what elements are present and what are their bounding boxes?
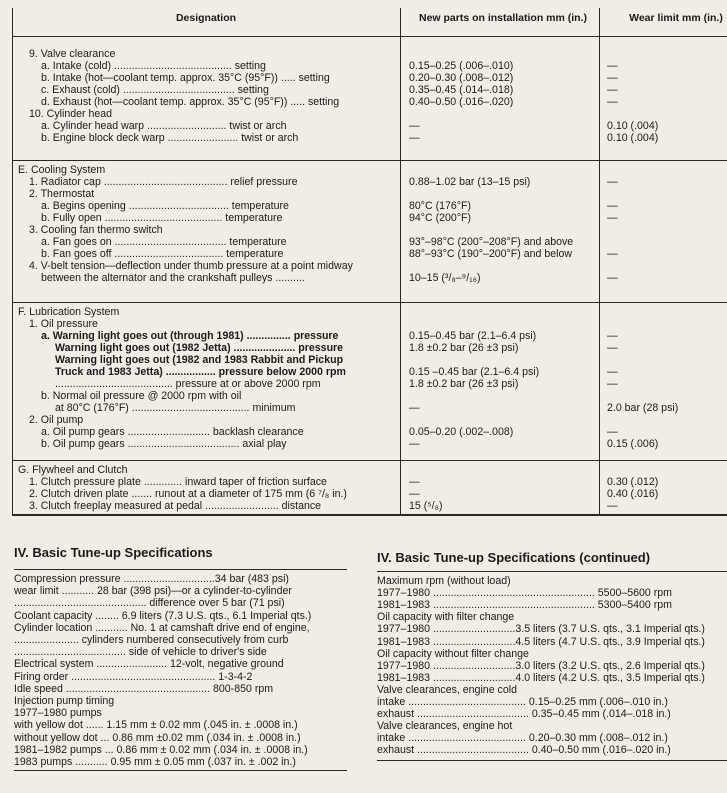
- row-wear-limit-value: —: [607, 272, 618, 284]
- spec-line: 1977–1980 pumps: [14, 707, 102, 720]
- row-new-parts-value: 0.15–0.25 (.006–.010): [409, 60, 514, 72]
- spec-line: 1977–1980 ....................................................... 5500–5600 rpm: [377, 587, 673, 600]
- row-new-parts-value: 0.15–0.45 bar (2.1–6.4 psi): [409, 330, 537, 342]
- row-wear-limit-value: —: [607, 60, 618, 72]
- row-designation: 1. Radiator cap .......................................... relief pressure: [29, 176, 298, 188]
- row-designation: 10. Cylinder head: [29, 108, 113, 120]
- spec-line: Electrical system ........................ 12-volt, negative ground: [14, 658, 284, 671]
- row-wear-limit-value: —: [607, 342, 618, 354]
- spec-line: with yellow dot ...... 1.15 mm ± 0.02 mm (.045 in. ± .0008 in.): [14, 719, 298, 732]
- table-row: [13, 96, 727, 108]
- table-row: [13, 224, 727, 236]
- table-row: [13, 272, 727, 284]
- row-designation: a. Begins opening .................................. temperature: [41, 200, 289, 212]
- row-new-parts-value: 1.8 ±0.2 bar (26 ±3 psi): [409, 342, 519, 354]
- table-row: [13, 306, 727, 318]
- row-designation: b. Fully open ........................................ temperature: [41, 212, 283, 224]
- spec-line: ...................................... side of vehicle to driver's side: [14, 646, 267, 659]
- row-new-parts-value: 10–15 (³/₈–⁹/₁₆): [409, 272, 481, 284]
- spec-line: Injection pump timing: [14, 695, 115, 707]
- row-wear-limit-value: 0.10 (.004): [607, 132, 659, 144]
- row-new-parts-value: 88°–93°C (190°–200°F) and below: [409, 248, 573, 260]
- header-wear-limit: Wear limit mm (in.): [629, 12, 723, 24]
- spec-line: Valve clearances, engine cold: [377, 683, 517, 696]
- row-new-parts-value: —: [409, 488, 420, 500]
- table-row: [13, 464, 727, 476]
- table-row: [13, 476, 727, 488]
- spec-line: Coolant capacity ........ 6.9 liters (7.3 U.S. qts., 6.1 Imperial qts.): [14, 609, 312, 622]
- row-wear-limit-value: —: [607, 96, 618, 108]
- spec-line: Cylinder location ........... No. 1 at camshaft drive end of engine,: [14, 621, 310, 634]
- table-row: [13, 212, 727, 224]
- spec-line: exhaust ...................................... 0.35–0.45 mm (.014–.018 in.): [377, 708, 671, 721]
- row-designation: 4. V-belt tension—deflection under thumb pressure at a point midway: [29, 260, 353, 272]
- row-new-parts-value: 93°–98°C (200°–208°F) and above: [409, 236, 574, 248]
- row-designation: 1. Clutch pressure plate ............. inward taper of friction surface: [29, 476, 327, 488]
- table-row: [13, 132, 727, 144]
- row-designation: 3. Cooling fan thermo switch: [29, 224, 163, 236]
- spec-line: Firing order ................................................. 1-3-4-2: [14, 670, 253, 683]
- spec-line: Oil capacity without filter change: [377, 647, 529, 660]
- row-designation: 1. Oil pressure: [29, 318, 98, 330]
- row-new-parts-value: 15 (⁵/₈): [409, 500, 443, 512]
- spec-line: ...................... cylinders numbered consecutively from curb: [14, 634, 289, 646]
- row-designation: 2. Oil pump: [29, 414, 84, 426]
- row-new-parts-value: 0.05–0.20 (.002–.008): [409, 426, 514, 438]
- spec-line: 1981–1983 ....................................................... 5300–5400 rpm: [377, 599, 673, 612]
- table-row: [13, 236, 727, 248]
- tuneup-left-list: [14, 569, 347, 771]
- row-designation: Warning light goes out (1982 Jetta) ..................... pressure: [55, 342, 344, 354]
- row-designation: Truck and 1983 Jetta) ................. pressure below 2000 rpm: [55, 366, 346, 378]
- row-designation: 2. Thermostat: [29, 188, 95, 200]
- spec-line: 1977–1980 ............................3.0 liters (3.2 U.S. qts., 2.6 Imperial qts.): [377, 659, 705, 672]
- row-wear-limit-value: —: [607, 72, 618, 84]
- row-wear-limit-value: —: [607, 366, 618, 378]
- table-header: [13, 8, 727, 37]
- row-wear-limit-value: —: [607, 248, 618, 260]
- row-designation: 9. Valve clearance: [29, 48, 116, 60]
- table-row: [13, 390, 727, 402]
- tuneup-left-title: IV. Basic Tune-up Specifications: [14, 545, 213, 560]
- table-row: [13, 48, 727, 60]
- table-row: [13, 72, 727, 84]
- table-row: [13, 60, 727, 72]
- row-wear-limit-value: 0.30 (.012): [607, 476, 659, 488]
- spec-line: ............................................. difference over 5 bar (71 psi): [14, 597, 285, 610]
- table-row: [13, 318, 727, 330]
- row-designation: G. Flywheel and Clutch: [18, 464, 128, 476]
- row-new-parts-value: —: [409, 476, 420, 488]
- spec-line: Maximum rpm (without load): [377, 575, 511, 587]
- spec-line: 1981–1983 ............................4.0 liters (4.2 U.S. qts., 3.5 Imperial qts.): [377, 671, 705, 684]
- table-row: [13, 500, 727, 512]
- table-row: [13, 426, 727, 438]
- row-new-parts-value: —: [409, 438, 420, 450]
- row-new-parts-value: 94°C (200°F): [409, 212, 472, 224]
- spec-line: 1981–1982 pumps ... 0.86 mm ± 0.02 mm (.034 in. ± .0008 in.): [14, 743, 308, 756]
- row-wear-limit-value: —: [607, 176, 618, 188]
- table-row: [13, 176, 727, 188]
- row-designation: F. Lubrication System: [18, 306, 120, 318]
- row-designation: b. Engine block deck warp ........................ twist or arch: [41, 132, 299, 144]
- row-new-parts-value: 0.20–0.30 (.008–.012): [409, 72, 514, 84]
- table-row: [13, 438, 727, 450]
- spec-line: Idle speed ................................................. 800-850 rpm: [14, 682, 274, 695]
- row-wear-limit-value: 0.15 (.006): [607, 438, 659, 450]
- table-row: [13, 330, 727, 342]
- table-section: [13, 302, 727, 461]
- row-designation: a. Intake (cold) ........................................ setting: [41, 60, 266, 72]
- table-row: [13, 120, 727, 132]
- table-row: [13, 164, 727, 176]
- spec-line: 1983 pumps ........... 0.95 mm ± 0.05 mm (.037 in. ± .002 in.): [14, 756, 296, 768]
- row-designation: b. Oil pump gears ...................................... axial play: [41, 438, 287, 450]
- header-designation: Designation: [175, 12, 237, 24]
- spec-line: wear limit ........... 28 bar (398 psi)—or a cylinder-to-cylinder: [14, 585, 292, 598]
- table-row: [13, 260, 727, 272]
- table-section: [13, 160, 727, 303]
- table-row: [13, 108, 727, 120]
- table-row: [13, 414, 727, 426]
- row-wear-limit-value: —: [607, 212, 618, 224]
- header-new-parts: New parts on installation mm (in.): [418, 12, 587, 24]
- table-row: [13, 378, 727, 390]
- spec-line: intake ........................................ 0.20–0.30 mm (.008–.012 in.): [377, 732, 668, 745]
- row-new-parts-value: —: [409, 402, 420, 414]
- tuneup-right-title: IV. Basic Tune-up Specifications (continued): [377, 550, 651, 565]
- row-new-parts-value: 0.35–0.45 (.014–.018): [409, 84, 514, 96]
- row-wear-limit-value: —: [607, 500, 618, 512]
- row-wear-limit-value: —: [607, 330, 618, 342]
- row-new-parts-value: —: [409, 132, 420, 144]
- table-row: [13, 84, 727, 96]
- row-new-parts-value: 0.88–1.02 bar (13–15 psi): [409, 176, 531, 188]
- spec-line: intake ........................................ 0.15–0.25 mm (.006–.010 in.): [377, 696, 668, 708]
- table-row: [13, 402, 727, 414]
- row-wear-limit-value: —: [607, 378, 618, 390]
- spec-line: Oil capacity with filter change: [377, 611, 515, 624]
- row-designation: b. Intake (hot—coolant temp. approx. 35°C (95°F)) ..... setting: [41, 72, 330, 84]
- row-designation: c. Exhaust (cold) ...................................... setting: [41, 84, 269, 96]
- row-designation: d. Exhaust (hot—coolant temp. approx. 35°C (95°F)) ..... setting: [41, 96, 340, 108]
- row-designation: 3. Clutch freeplay measured at pedal ......................... distance: [29, 500, 322, 512]
- spec-line: Valve clearances, engine hot: [377, 720, 513, 733]
- row-designation: E. Cooling System: [18, 164, 106, 176]
- row-designation: a. Oil pump gears ............................ backlash clearance: [41, 426, 304, 438]
- tuneup-right-list: [377, 571, 727, 761]
- row-new-parts-value: 1.8 ±0.2 bar (26 ±3 psi): [409, 378, 519, 390]
- table-row: [13, 488, 727, 500]
- table-row: [13, 354, 727, 366]
- table-row: [13, 342, 727, 354]
- row-wear-limit-value: 0.10 (.004): [607, 120, 659, 132]
- spec-line: 1977–1980 ............................3.5 liters (3.7 U.S. qts., 3.1 Imperial qts.): [377, 623, 705, 636]
- row-wear-limit-value: —: [607, 426, 618, 438]
- row-designation: at 80°C (176°F) ........................................ minimum: [55, 402, 296, 414]
- row-designation: Warning light goes out (1982 and 1983 Rabbit and Pickup: [55, 354, 344, 366]
- sheet-divider: [12, 514, 727, 516]
- row-wear-limit-value: 2.0 bar (28 psi): [607, 402, 679, 414]
- row-new-parts-value: —: [409, 120, 420, 132]
- table-row: [13, 248, 727, 260]
- row-new-parts-value: 80°C (176°F): [409, 200, 472, 212]
- row-designation: b. Fan goes off ..................................... temperature: [41, 248, 284, 260]
- spec-line: 1981–1983 ............................4.5 liters (4.7 U.S. qts., 3.9 Imperial qts.): [377, 635, 705, 648]
- row-designation: ........................................ pressure at or above 2000 rpm: [55, 378, 321, 390]
- spec-table: [12, 8, 727, 515]
- row-designation: between the alternator and the crankshaft pulleys ..........: [41, 272, 305, 284]
- table-section: [13, 460, 727, 515]
- row-designation: 2. Clutch driven plate ....... runout at a diameter of 175 mm (6 ⁷/₈ in.): [29, 488, 347, 500]
- table-section: [13, 44, 727, 161]
- row-wear-limit-value: —: [607, 84, 618, 96]
- row-designation: a. Warning light goes out (through 1981) ............... pressure: [41, 330, 339, 342]
- row-new-parts-value: 0.40–0.50 (.016–.020): [409, 96, 514, 108]
- spec-line: exhaust ...................................... 0.40–0.50 mm (.016–.020 in.): [377, 744, 671, 757]
- spec-line: Compression pressure ...............................34 bar (483 psi): [14, 573, 289, 585]
- table-row: [13, 200, 727, 212]
- spec-line: without yellow dot ... 0.86 mm ±0.02 mm (.034 in. ± .0008 in.): [14, 731, 301, 744]
- table-row: [13, 366, 727, 378]
- row-new-parts-value: 0.15 –0.45 bar (2.1–6.4 psi): [409, 366, 540, 378]
- row-wear-limit-value: 0.40 (.016): [607, 488, 659, 500]
- row-designation: a. Cylinder head warp ........................... twist or arch: [41, 120, 287, 132]
- row-designation: a. Fan goes on ...................................... temperature: [41, 236, 287, 248]
- row-wear-limit-value: —: [607, 200, 618, 212]
- row-designation: b. Normal oil pressure @ 2000 rpm with oil: [41, 390, 242, 402]
- table-row: [13, 188, 727, 200]
